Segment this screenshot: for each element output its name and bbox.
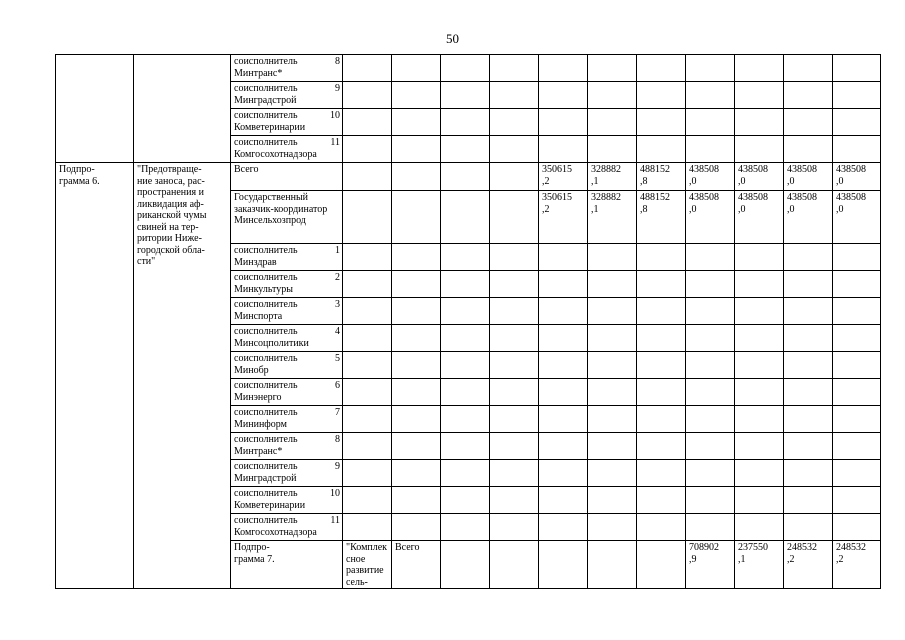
executor-cell: соисполнитель 3 Минспорта [231, 298, 343, 325]
executor-cell: соисполнитель 4 Минсоцполитики [231, 325, 343, 352]
executor-cell: соисполнитель 11 Комгосохотнадзора [231, 136, 343, 163]
financing-table [55, 54, 881, 589]
value-cell: 248532 ,2 [784, 541, 833, 589]
executor-cell: соисполнитель 6 Минэнерго [231, 379, 343, 406]
value-cell: 488152 ,8 [637, 163, 686, 191]
executor-cell: соисполнитель 5 Минобр [231, 352, 343, 379]
page-number: 50 [446, 31, 459, 46]
executor-cell: соисполнитель 10 Комветеринарии [231, 487, 343, 514]
value-cell: 438508 ,0 [784, 191, 833, 244]
subprogram-name: "Предотвраще- ние заноса, рас- пространения и ликвидация аф- риканской чумы свиней на тер- ритории Ниже- городской обла- сти" [134, 163, 231, 589]
table-row [56, 163, 881, 191]
subprogram-label: Подпро- грамма 7. [231, 541, 343, 589]
value-cell: 438508 ,0 [735, 191, 784, 244]
value-cell: 438508 ,0 [784, 163, 833, 191]
subprogram-name: "Комплексное развитие сель- [343, 541, 392, 589]
value-cell: 237550 ,1 [735, 541, 784, 589]
executor-cell: соисполнитель 2 Минкультуры [231, 271, 343, 298]
executor-cell: соисполнитель 7 Мининформ [231, 406, 343, 433]
executor-cell: соисполнитель 10 Комветеринарии [231, 109, 343, 136]
subprogram-label: Подпро- грамма 6. [56, 163, 134, 589]
value-cell: 438508 ,0 [686, 191, 735, 244]
value-cell: 328882 ,1 [588, 191, 637, 244]
value-cell: 708902 ,9 [686, 541, 735, 589]
executor-cell: соисполнитель 9 Минградстрой [231, 82, 343, 109]
value-cell: 248532 ,2 [833, 541, 881, 589]
value-cell: 350615 ,2 [539, 191, 588, 244]
zakazchik-label: Государственный заказчик-координатор Минсельхозпрод [231, 191, 343, 244]
value-cell: 438508 ,0 [833, 191, 881, 244]
program-name-cell [134, 55, 231, 163]
value-cell: 438508 ,0 [833, 163, 881, 191]
value-cell: 438508 ,0 [735, 163, 784, 191]
program-cell [56, 55, 134, 163]
executor-cell: соисполнитель 11 Комгосохотнадзора [231, 514, 343, 541]
total-label: Всего [392, 541, 441, 589]
table-row [56, 55, 881, 82]
value-cell: 488152 ,8 [637, 191, 686, 244]
value-cell: 328882 ,1 [588, 163, 637, 191]
executor-cell: соисполнитель 9 Минградстрой [231, 460, 343, 487]
executor-cell: соисполнитель 1 Минздрав [231, 244, 343, 271]
value-cell: 438508 ,0 [686, 163, 735, 191]
executor-cell: соисполнитель 8 Минтранс* [231, 433, 343, 460]
executor-cell: соисполнитель 8 Минтранс* [231, 55, 343, 82]
value-cell: 350615 ,2 [539, 163, 588, 191]
total-label: Всего [231, 163, 343, 191]
